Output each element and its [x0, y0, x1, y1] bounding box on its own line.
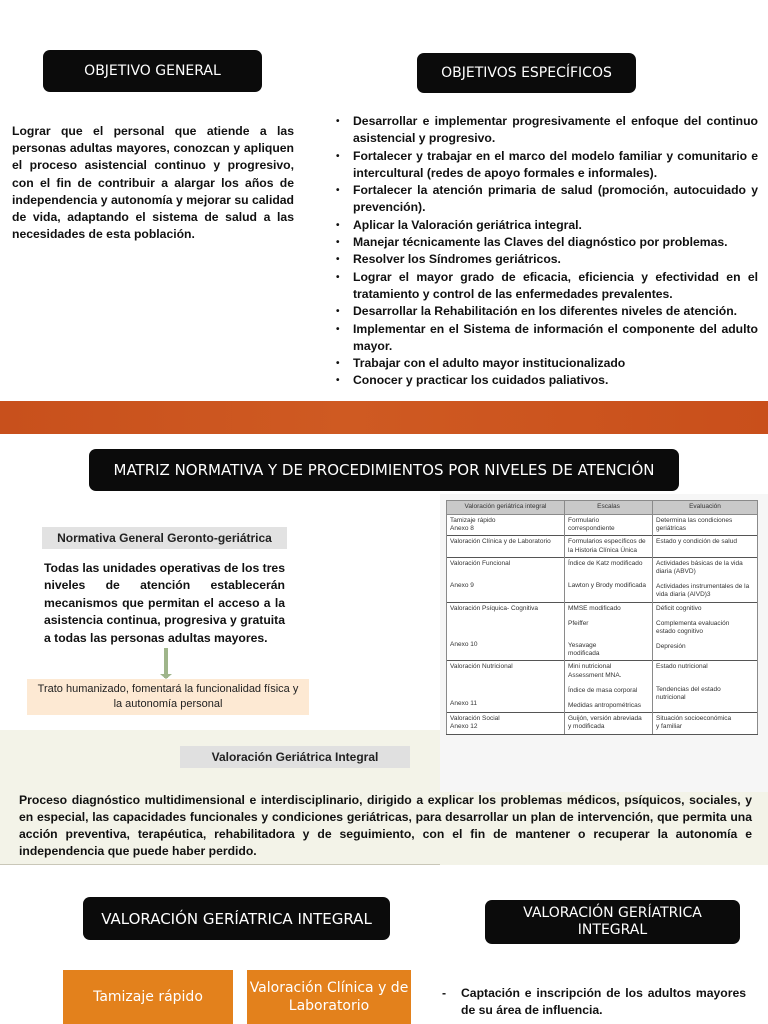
cell-line: modificada: [568, 650, 600, 658]
list-item: • Resolver los Síndromes geriátricos.: [336, 251, 758, 268]
list-item: • Desarrollar e implementar progresivamente el enfoque del continuo asistencial y progresivo.: [336, 113, 758, 148]
list-item: • Implementar en el Sistema de información el componente del adulto mayor.: [336, 321, 758, 356]
list-item: • Manejar técnicamente las Claves del diagnóstico por problemas.: [336, 234, 758, 251]
cell-line: [450, 627, 561, 634]
cell-line: [568, 680, 649, 687]
cell-line: Índice de Katz modificado: [568, 559, 643, 567]
cell-line: Estado nutricional: [656, 663, 708, 671]
cell-line: MMSE modificado: [568, 604, 621, 612]
cell-line: Anexo 11: [450, 699, 477, 707]
cell-line: Pfeiffer: [568, 619, 589, 627]
cell-line: Tendencias del estado: [656, 685, 721, 693]
objetivos-especificos-list: [336, 113, 758, 390]
cell-line: Lawton y Brody modificada: [568, 582, 647, 590]
vgi-title-right: VALORACIÓN GERÍATRICA INTEGRAL: [523, 905, 702, 938]
cell-line: Anexo 12: [450, 723, 478, 731]
table-cell: [653, 536, 758, 557]
cell-line: Valoración Nutricional: [450, 663, 513, 671]
cell-line: [450, 620, 561, 627]
table-row: [447, 602, 758, 661]
list-item: • Desarrollar la Rehabilitación en los diferentes niveles de atención.: [336, 303, 758, 320]
cell-line: Guijón, versión abreviada: [568, 715, 642, 723]
tamizaje-label: Tamizaje rápido: [93, 989, 203, 1005]
valoracion-subheading: [180, 746, 410, 768]
cell-line: [568, 568, 649, 575]
cell-line: Actividades instrumentales de la: [656, 583, 750, 591]
table-cell: [447, 661, 565, 713]
matriz-title: MATRIZ NORMATIVA Y DE PROCEDIMIENTOS POR NIVELES DE ATENCIÓN: [113, 461, 655, 479]
list-item: • Trabajar con el adulto mayor institucionalizado: [336, 355, 758, 372]
table-row: [447, 557, 758, 602]
vgi-title-left: VALORACIÓN GERÍATRICA INTEGRAL: [101, 909, 372, 928]
cell-line: [450, 575, 561, 582]
cell-line: [568, 635, 649, 642]
cell-line: Formulario: [568, 517, 600, 524]
table-cell: [653, 661, 758, 713]
table-cell: [653, 602, 758, 661]
cell-line: [450, 686, 561, 693]
cell-line: Determina las condiciones: [656, 517, 733, 524]
cell-line: nutricional: [656, 693, 686, 701]
clinica-box: [247, 970, 411, 1024]
table-cell: [565, 713, 653, 734]
table-row: [447, 536, 758, 557]
cell-line: [450, 679, 561, 686]
table-panel: [440, 494, 768, 792]
cell-line: Estado y condición de salud: [656, 538, 737, 546]
cell-line: geriátricas: [656, 525, 686, 533]
cell-line: estado cognitivo: [656, 628, 703, 636]
proceso-text: Proceso diagnóstico multidimensional e interdisciplinario, dirigido a explicar los problemas médicos, psíquicos, sociales, y en especial, las capacidades funcionales y condiciones geriátricas, para desarrollar un plan de intervención, que permita una acción preventiva, terapéutica, rehabilitadora y de seguimiento, con el fin de mantener o recuperar la autonomía e independencia que puede haber perdido.: [19, 793, 752, 859]
objetivos-especificos-title: OBJETIVOS ESPECÍFICOS: [441, 65, 612, 81]
table-header-cell: Valoración geriátrica integral: [447, 501, 565, 515]
cell-line: [568, 628, 649, 635]
list-item: • Aplicar la Valoración geriátrica integral.: [336, 217, 758, 234]
cell-line: Mini nutricional: [568, 663, 612, 671]
list-item: • Conocer y practicar los cuidados paliativos.: [336, 372, 758, 389]
objetivo-general-text: Lograr que el personal que atiende a las personas adultas mayores, conozcan y apliquen el proceso asistencial continuo y progresivo, con el fin de contribuir a alargar los años de independencia y autonomía y mejorar su calidad de vida, adaptando el sistema de salud a las necesidades de esta población.: [12, 124, 294, 242]
table-cell: [653, 557, 758, 602]
cell-line: Medidas antropométricas: [568, 702, 641, 710]
table-cell: [447, 536, 565, 557]
cell-line: [568, 613, 649, 620]
cell-line: [450, 672, 561, 679]
cell-line: Assessment MNA.: [568, 671, 622, 679]
table-row: [447, 713, 758, 734]
cell-line: vida diaria (AIVD)3: [656, 591, 711, 599]
cell-line: Anexo 10: [450, 640, 478, 648]
objetivo-general-title: OBJETIVO GENERAL: [84, 63, 221, 79]
cell-line: la Historia Clínica Única: [568, 546, 637, 554]
cell-line: Tamizaje rápido: [450, 517, 496, 524]
objetivos-especificos-heading: [417, 53, 636, 93]
valoracion-title: Valoración Geriátrica Integral: [211, 750, 379, 764]
cell-line: Valoración Clínica y de Laboratorio: [450, 538, 551, 546]
table-header-cell: Escalas: [565, 501, 653, 515]
table-header-row: [447, 501, 758, 515]
divider-line: [0, 864, 440, 865]
table-cell: [565, 557, 653, 602]
cell-line: [656, 576, 754, 583]
table-body: [447, 515, 758, 735]
cell-line: Complementa evaluación: [656, 619, 730, 627]
cell-line: [450, 693, 561, 700]
cell-line: Índice de masa corporal: [568, 686, 638, 694]
trato-text: Trato humanizado, fomentará la funcionalidad física y la autonomía personal: [37, 683, 299, 710]
table-header-cell: Evaluación: [653, 501, 758, 515]
list-item: • Fortalecer la atención primaria de salud (promoción, autocuidado y prevención).: [336, 182, 758, 217]
cell-line: Formularios específicos de: [568, 538, 646, 546]
normativa-title: Normativa General Geronto-geriátrica: [57, 531, 272, 545]
cell-line: correspondiente: [568, 525, 615, 533]
cell-line: [568, 695, 649, 702]
cell-line: Situación socioeconómica: [656, 715, 732, 723]
table-cell: [565, 661, 653, 713]
table-cell: [447, 602, 565, 661]
cell-line: diaria (ABVD): [656, 568, 696, 576]
cell-line: Valoración Psíquica- Cognitiva: [450, 604, 539, 612]
table-cell: [447, 515, 565, 536]
cell-line: y modificada: [568, 723, 605, 731]
list-item: • Lograr el mayor grado de eficacia, eficiencia y efectividad en el tratamiento y control de las enfermedades prevalentes.: [336, 269, 758, 304]
dash-bullet: -: [442, 986, 447, 1000]
cell-line: [656, 613, 754, 620]
cell-line: Depresión: [656, 643, 686, 651]
objetivo-general-heading: [43, 50, 262, 92]
table-row: [447, 661, 758, 713]
cell-line: Valoración Funcional: [450, 559, 511, 567]
table-cell: [565, 602, 653, 661]
normativa-subheading: [42, 527, 287, 549]
section-divider-band: [0, 401, 768, 434]
captacion-item: [442, 985, 746, 1019]
cell-line: Actividades básicas de la vida: [656, 559, 743, 567]
captacion-text: Captación e inscripción de los adultos mayores de su área de influencia.: [461, 986, 746, 1018]
matriz-heading: [89, 449, 679, 491]
cell-line: [568, 575, 649, 582]
cell-line: [450, 634, 561, 641]
cell-line: [450, 613, 561, 620]
cell-line: Anexo 9: [450, 582, 474, 590]
vgi-heading-right: [485, 900, 740, 944]
table-cell: [653, 515, 758, 536]
normativa-text: Todas las unidades operativas de los tres niveles de atención establecerán mecanismos que permitan el acceso a la asistencia continua, progresiva y gratuita a todas las personas adultas mayores.: [44, 561, 285, 645]
cell-line: Valoración Social: [450, 715, 500, 723]
table-cell: [447, 713, 565, 734]
table-cell: [447, 557, 565, 602]
cell-line: Yesavage: [568, 642, 597, 650]
valoracion-table: [446, 500, 758, 735]
trato-humanizado-box: [27, 679, 309, 715]
vgi-heading-left: [83, 897, 390, 940]
table-row: [447, 515, 758, 536]
table-cell: [565, 536, 653, 557]
cell-line: [656, 672, 754, 679]
table-cell: [653, 713, 758, 734]
list-item: • Fortalecer y trabajar en el marco del modelo familiar y comunitario e intercultural (redes de apoyo formales e informales).: [336, 148, 758, 183]
cell-line: [450, 568, 561, 575]
tamizaje-box: [63, 970, 233, 1024]
table-cell: [565, 515, 653, 536]
cell-line: Anexo 8: [450, 525, 474, 533]
cell-line: Déficit cognitivo: [656, 604, 702, 612]
cell-line: y familiar: [656, 723, 683, 731]
cell-line: [656, 679, 754, 686]
clinica-label: Valoración Clínica y de Laboratorio: [249, 980, 409, 1014]
cell-line: [656, 636, 754, 643]
